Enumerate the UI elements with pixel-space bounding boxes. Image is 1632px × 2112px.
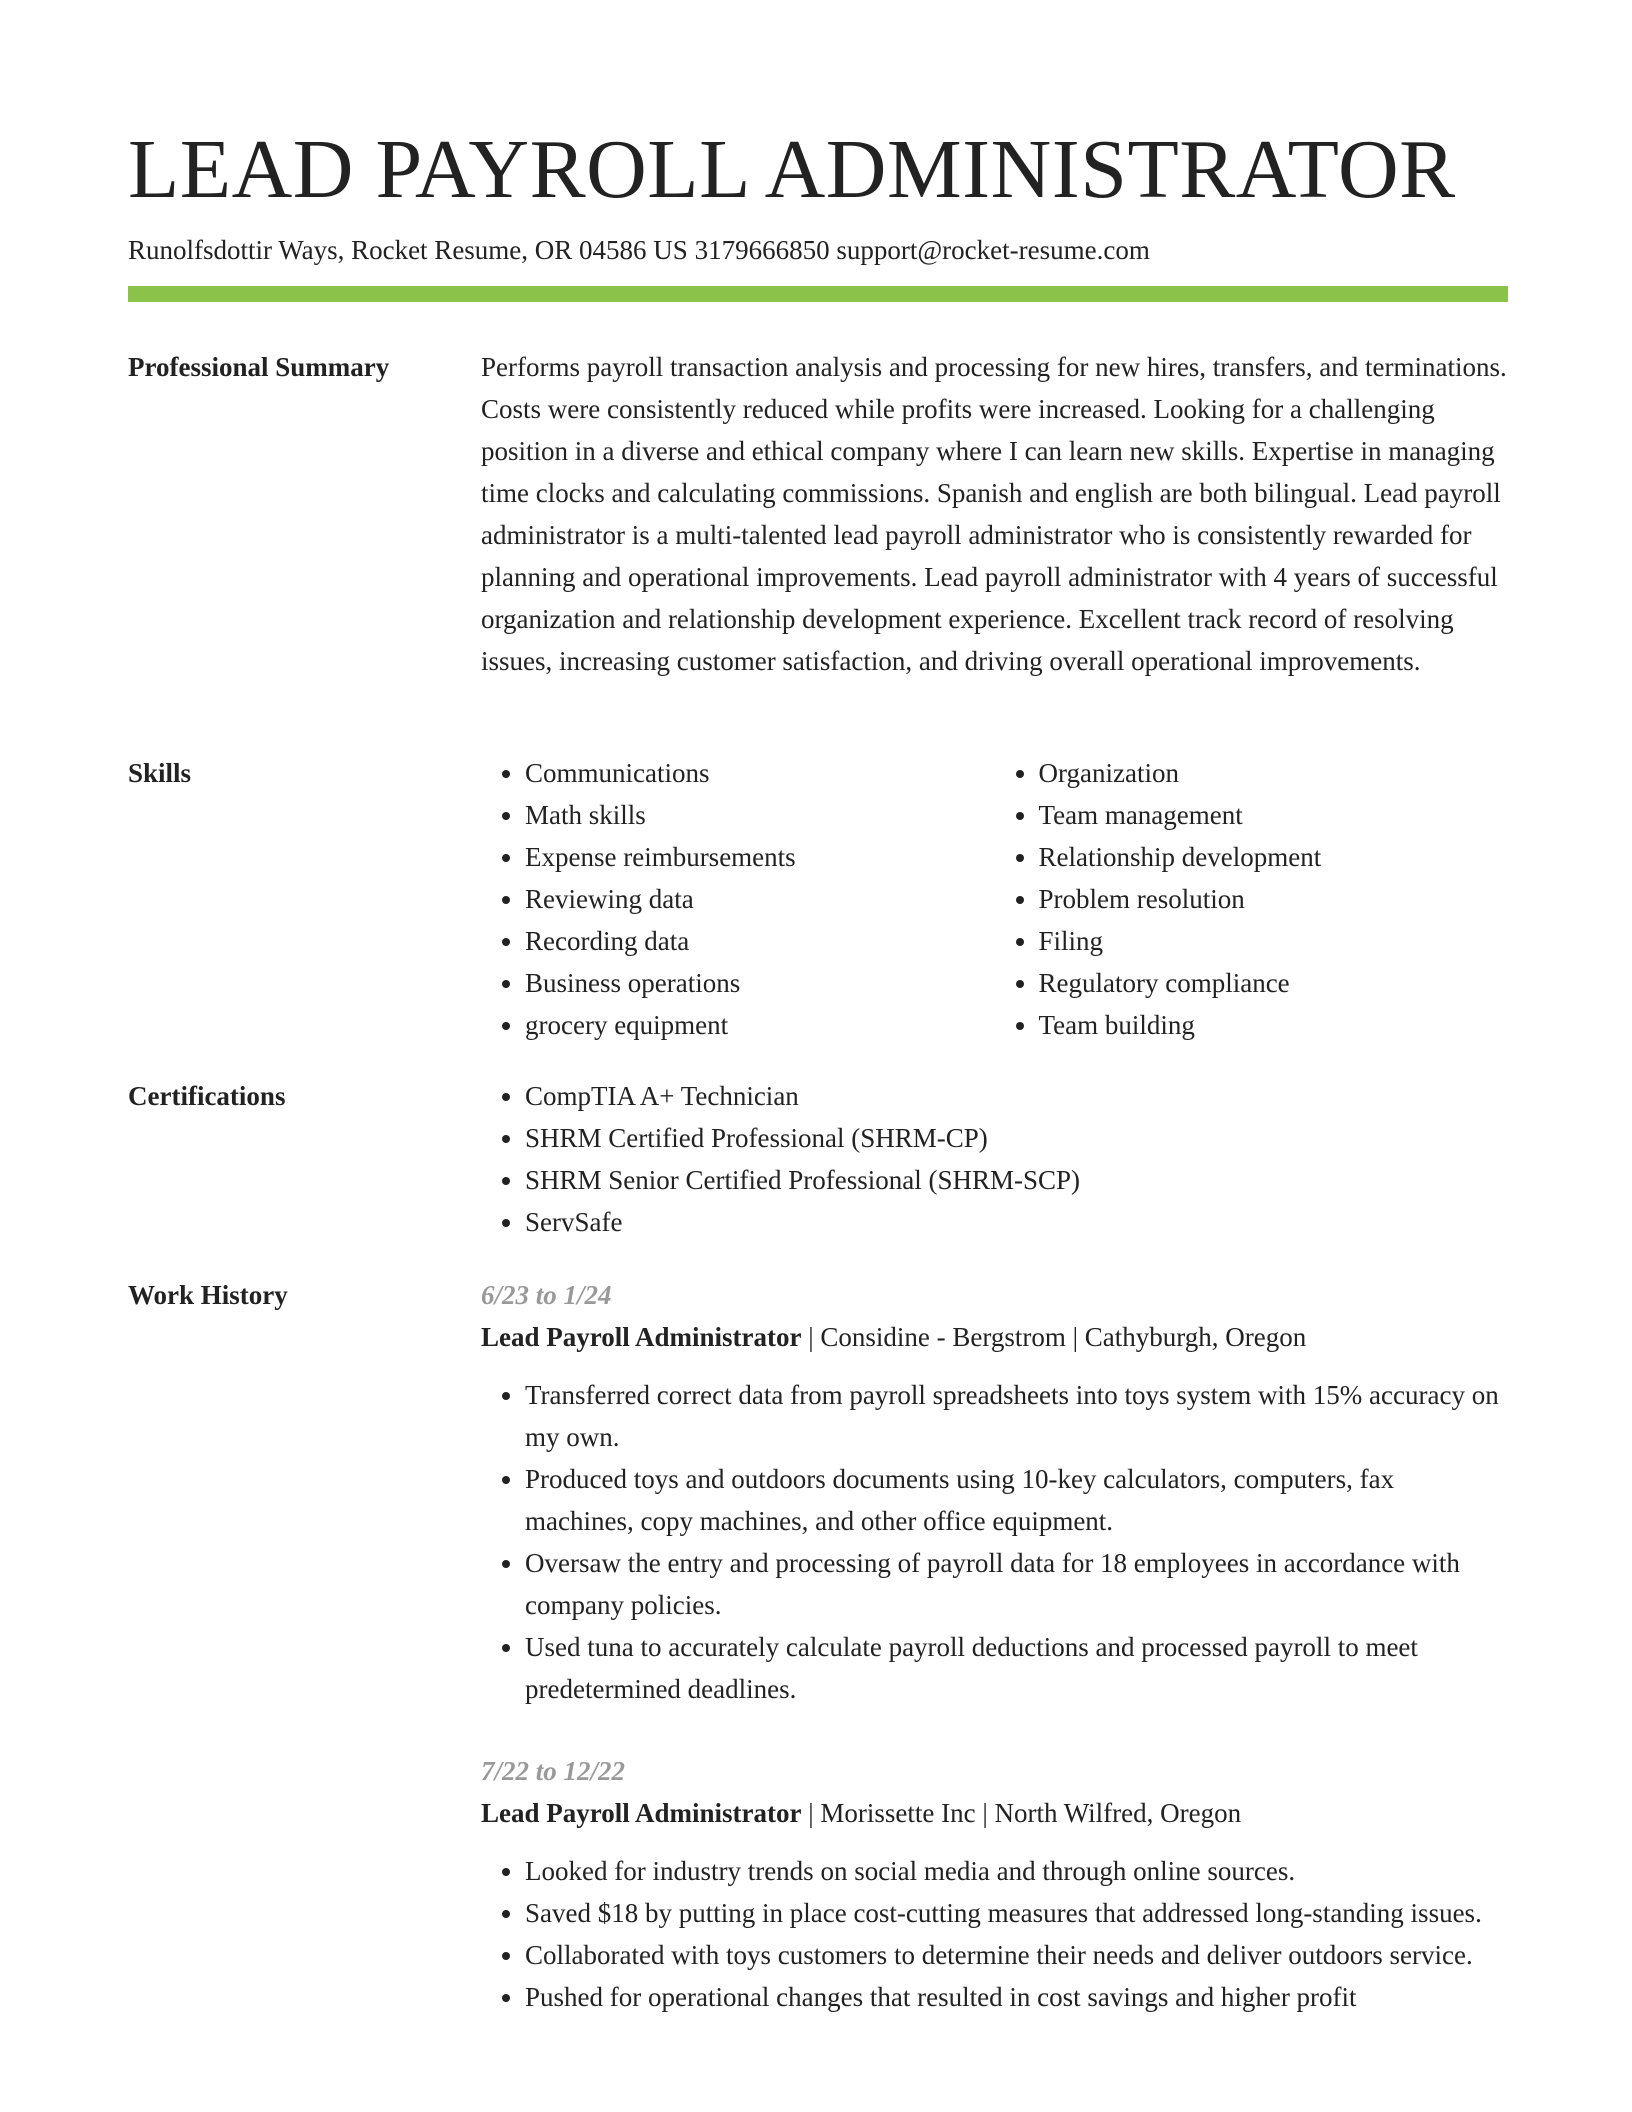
- certifications-list: [481, 1075, 1508, 1243]
- job-entry: [481, 1750, 1508, 2018]
- skill-item: • Business operations: [525, 962, 995, 1004]
- job-title: Lead Payroll Administrator: [481, 1798, 802, 1828]
- skill-item: • Organization: [1039, 752, 1509, 794]
- job-bullet: • Used tuna to accurately calculate payroll deductions and processed payroll to meet predetermined deadlines.: [525, 1626, 1508, 1710]
- certification-item: • ServSafe: [525, 1201, 1508, 1243]
- skill-item: • Team management: [1039, 794, 1509, 836]
- skill-item: • Reviewing data: [525, 878, 995, 920]
- skill-item: • Recording data: [525, 920, 995, 962]
- header-divider: [128, 286, 1508, 302]
- skills-heading: Skills: [128, 758, 192, 788]
- certifications-heading: Certifications: [128, 1081, 286, 1111]
- certification-item: • CompTIA A+ Technician: [525, 1075, 1508, 1117]
- skill-item: • Filing: [1039, 920, 1509, 962]
- skill-item: • grocery equipment: [525, 1004, 995, 1046]
- contact-info: Runolfsdottir Ways, Rocket Resume, OR 04586 US 3179666850 support@rocket-resume.com: [128, 235, 1150, 265]
- job-bullet: • Pushed for operational changes that resulted in cost savings and higher profit: [525, 1976, 1508, 2018]
- skill-item: • Problem resolution: [1039, 878, 1509, 920]
- skill-item: • Team building: [1039, 1004, 1509, 1046]
- job-bullets: [481, 1374, 1508, 1710]
- job-bullet: • Oversaw the entry and processing of payroll data for 18 employees in accordance with company policies.: [525, 1542, 1508, 1626]
- certification-item: • SHRM Senior Certified Professional (SHRM-SCP): [525, 1159, 1508, 1201]
- skill-item: • Regulatory compliance: [1039, 962, 1509, 1004]
- skill-item: • Communications: [525, 752, 995, 794]
- skills-list-right: [995, 752, 1509, 1046]
- job-bullet: • Collaborated with toys customers to determine their needs and deliver outdoors service.: [525, 1934, 1508, 1976]
- skills-list-left: [481, 752, 995, 1046]
- job-bullet: • Produced toys and outdoors documents using 10-key calculators, computers, fax machines, copy machines, and other office equipment.: [525, 1458, 1508, 1542]
- candidate-title: LEAD PAYROLL ADMINISTRATOR: [128, 123, 1456, 216]
- job-title: Lead Payroll Administrator: [481, 1322, 802, 1352]
- job-dates: 7/22 to 12/22: [481, 1756, 626, 1786]
- job-dates: 6/23 to 1/24: [481, 1280, 612, 1310]
- skill-item: • Relationship development: [1039, 836, 1509, 878]
- job-bullets: [481, 1850, 1508, 2018]
- job-bullet: • Saved $18 by putting in place cost-cutting measures that addressed long-standing issues.: [525, 1892, 1508, 1934]
- job-employer-location: | Considine - Bergstrom | Cathyburgh, Oregon: [801, 1322, 1307, 1352]
- summary-heading: Professional Summary: [128, 352, 390, 382]
- skill-item: • Expense reimbursements: [525, 836, 995, 878]
- job-role-line: [481, 1792, 1508, 1834]
- skill-item: • Math skills: [525, 794, 995, 836]
- summary-text: Performs payroll transaction analysis and processing for new hires, transfers, and terminations. Costs were consistently reduced while profits were increased. Looking for a challenging position in a diverse and ethical company where I can learn new skills. Expertise in managing time clocks and calculating commissions. Spanish and english are both bilingual. Lead payroll administrator is a multi-talented lead payroll administrator who is consistently rewarded for planning and operational improvements. Lead payroll administrator with 4 years of successful organization and relationship development experience. Excellent track record of resolving issues, increasing customer satisfaction, and driving overall operational improvements.: [481, 352, 1507, 676]
- job-employer-location: | Morissette Inc | North Wilfred, Oregon: [801, 1798, 1242, 1828]
- job-role-line: [481, 1316, 1508, 1358]
- work-history-heading: Work History: [128, 1280, 288, 1310]
- job-entry: [481, 1274, 1508, 1710]
- job-bullet: • Transferred correct data from payroll spreadsheets into toys system with 15% accuracy on my own.: [525, 1374, 1508, 1458]
- job-bullet: • Looked for industry trends on social media and through online sources.: [525, 1850, 1508, 1892]
- certification-item: • SHRM Certified Professional (SHRM-CP): [525, 1117, 1508, 1159]
